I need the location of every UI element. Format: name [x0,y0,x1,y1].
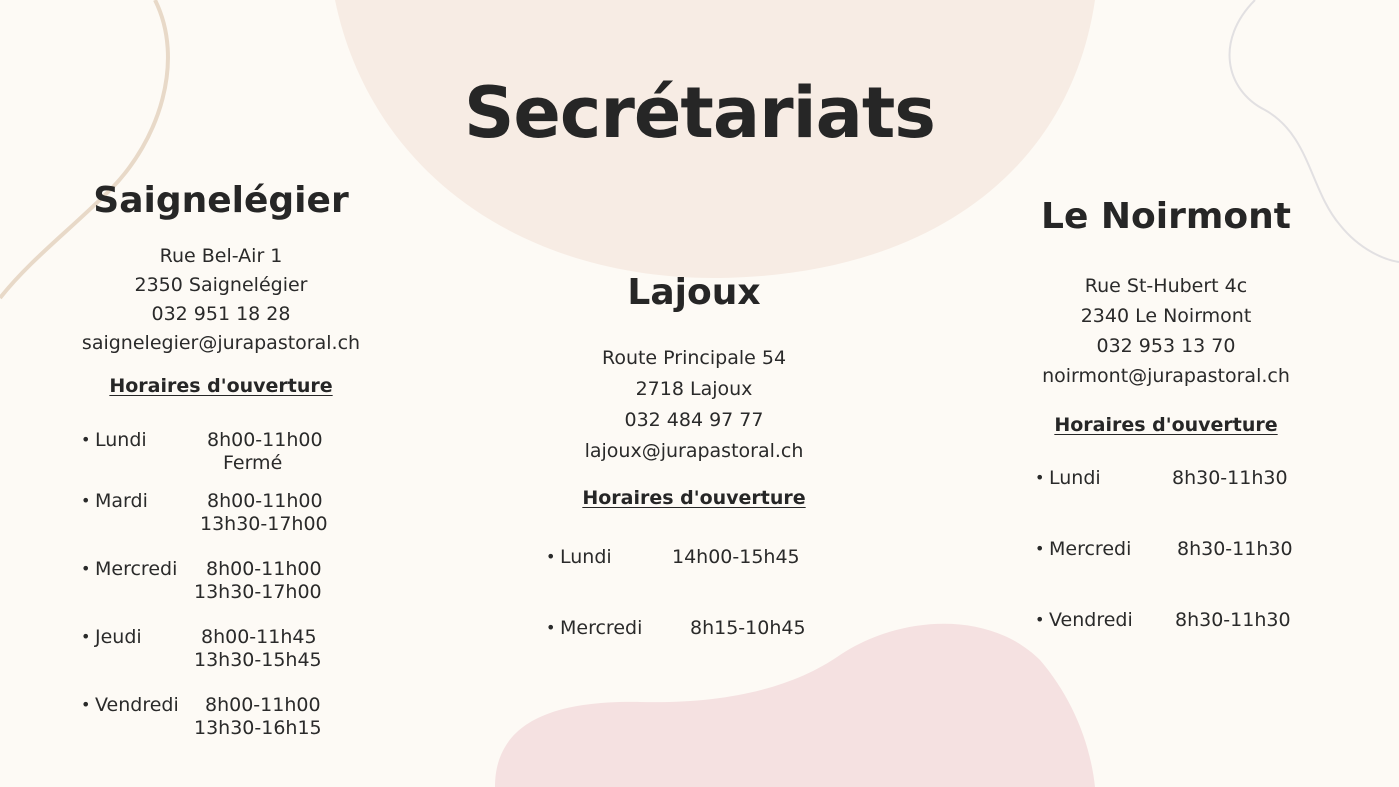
office-name: Lajoux [627,272,761,313]
bullet-icon: • [81,559,91,578]
schedule-row [81,694,341,740]
office-saignelegier [60,180,382,397]
hours-title: Horaires d'ouverture [582,487,806,509]
day: Mercredi [1049,538,1132,560]
hours-am: 8h15-10h45 [690,617,806,639]
day: Mercredi [560,617,643,639]
hours-am: 8h30-11h30 [1175,609,1291,631]
office-name: Le Noirmont [1041,196,1291,237]
day: Vendredi [1049,609,1133,631]
email: noirmont@jurapastoral.ch [1042,365,1290,387]
bullet-icon: • [81,627,91,646]
hours-am: 8h00-11h00 [207,429,323,451]
bullet-icon: • [1035,468,1045,487]
hours-pm: 13h30-17h00 [200,513,328,535]
bullet-icon: • [1035,539,1045,558]
hours-am: 8h00-11h45 [201,626,317,648]
phone: 032 484 97 77 [624,409,764,431]
hours-pm: Fermé [223,452,283,474]
schedule-row [81,429,341,475]
phone: 032 953 13 70 [1096,335,1236,357]
day: Mardi [95,490,148,512]
office-name: Saignelégier [93,180,349,221]
schedule-row [1035,538,1315,562]
city: 2718 Lajoux [635,378,753,400]
day: Vendredi [95,694,179,716]
day: Lundi [95,429,147,451]
bullet-icon: • [546,618,556,637]
day: Lundi [560,546,612,568]
bullet-icon: • [81,430,91,449]
schedule-row [546,546,826,570]
hours-pm: 13h30-17h00 [194,581,322,603]
day: Lundi [1049,467,1101,489]
street: Route Principale 54 [601,347,787,369]
hours-am: 8h00-11h00 [207,490,323,512]
hours-am: 8h00-11h00 [206,558,322,580]
phone: 032 951 18 28 [151,303,291,325]
office-le-noirmont [1016,196,1316,436]
page-title: Secrétariats [464,72,935,154]
bullet-icon: • [546,547,556,566]
office-address [1016,271,1316,391]
office-address [60,242,382,358]
day: Mercredi [95,558,178,580]
hours-title: Horaires d'ouverture [1054,414,1278,436]
schedule-row [546,617,826,641]
hours-title: Horaires d'ouverture [109,375,333,397]
email: saignelegier@jurapastoral.ch [81,332,361,354]
schedule-row [1035,609,1315,633]
city: 2350 Saignelégier [134,274,308,296]
bottom-blob [495,624,1095,787]
schedule-row [81,490,341,536]
hours-am: 8h30-11h30 [1177,538,1293,560]
bullet-icon: • [1035,610,1045,629]
schedule-row [81,558,341,604]
street: Rue St-Hubert 4c [1084,275,1248,297]
street: Rue Bel-Air 1 [159,245,283,267]
bullet-icon: • [81,695,91,714]
email: lajoux@jurapastoral.ch [584,440,804,462]
hours-am: 8h30-11h30 [1172,467,1288,489]
schedule-row [1035,467,1315,491]
hours-pm: 13h30-16h15 [194,717,322,739]
hours-am: 8h00-11h00 [205,694,321,716]
hours-am: 14h00-15h45 [672,546,800,568]
schedule-row [81,626,341,672]
office-lajoux [544,272,844,509]
hours-pm: 13h30-15h45 [194,649,322,671]
office-address [544,343,844,467]
city: 2340 Le Noirmont [1080,305,1252,327]
day: Jeudi [95,626,142,648]
bullet-icon: • [81,491,91,510]
